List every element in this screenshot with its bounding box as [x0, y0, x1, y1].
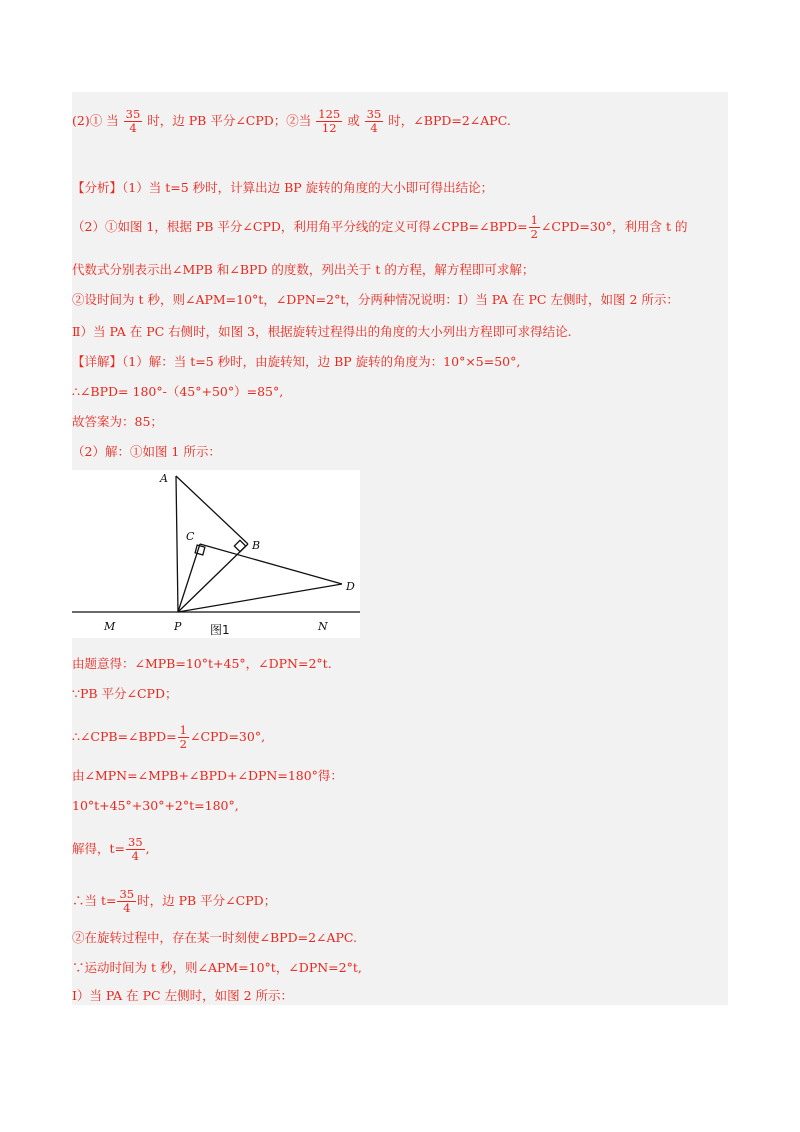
analysis-line-1: 【分析】（1）当 t=5 秒时，计算出边 BP 旋转的角度的大小即可得出结论；	[72, 180, 494, 195]
analysis-line-2: （2）①如图 1，根据 PB 平分∠CPD，利用角平分线的定义可得∠CPB=∠BPD= $\frac{1}{2}$ ∠CPD=30°，利用含 t 的	[72, 213, 688, 241]
fraction-t-result: $\frac{35}{4}$	[128, 835, 143, 863]
figure-svg	[72, 470, 360, 638]
solution-line-6: 解得，t= $\frac{35}{4}$ ,	[72, 835, 150, 863]
solution-line-10: Ⅰ）当 PA 在 PC 左侧时，如图 2 所示：	[72, 988, 293, 1003]
solution-line-2: ∵PB 平分∠CPD；	[72, 686, 178, 701]
solution-line-1: 由题意得：∠MPB=10°t+45°，∠DPN=2°t.	[72, 656, 332, 671]
fraction-half-2: $\frac{1}{2}$	[179, 723, 187, 751]
label-n: N	[318, 620, 328, 633]
right-angle-b	[234, 540, 245, 551]
fraction-t3: $\frac{35}{4}$	[366, 107, 382, 135]
detail-line-1: 【详解】（1）解：当 t=5 秒时，由旋转知，边 BP 旋转的角度为：10°×5=50°,	[72, 354, 521, 369]
fraction-t-result-2: $\frac{35}{4}$	[119, 887, 135, 915]
segment-cd	[200, 544, 342, 584]
solution-line-9: ∵运动时间为 t 秒，则∠APM=10°t，∠DPN=2°t,	[72, 960, 362, 975]
figure-caption: 图1	[210, 623, 230, 637]
analysis-line-5: Ⅱ）当 PA 在 PC 右侧时，如图 3，根据旋转过程得出的角度的大小列出方程即可求得结论.	[72, 324, 572, 339]
fraction-t2: $\frac{125}{12}$	[318, 107, 341, 135]
label-b: B	[252, 539, 261, 552]
label-p: P	[174, 620, 182, 633]
detail-line-3: 故答案为：85；	[72, 414, 163, 429]
fraction-half: $\frac{1}{2}$	[530, 213, 538, 241]
solution-line-4: 由∠MPN=∠MPB+∠BPD+∠DPN=180°得：	[72, 768, 343, 783]
label-d: D	[346, 580, 355, 593]
analysis-line-4: ②设时间为 t 秒，则∠APM=10°t，∠DPN=2°t，分两种情况说明：Ⅰ）当 PA 在 PC 左侧时，如图 2 所示：	[72, 292, 679, 307]
detail-line-4: （2）解：①如图 1 所示：	[72, 444, 221, 459]
detail-tag: 【详解】	[72, 354, 123, 369]
solution-line-7: ∴当 t= $\frac{35}{4}$ 时，边 PB 平分∠CPD；	[72, 887, 277, 915]
answer-part2: (2)① 当 $\frac{35}{4}$ 时，边 PB 平分∠CPD；②当 $\frac{125}{12}$ 或 $\frac{35}{4}$ 时，∠BPD=2∠APC.	[72, 107, 511, 135]
solution-line-3: ∴∠CPB=∠BPD= $\frac{1}{2}$ ∠CPD=30°,	[72, 723, 266, 751]
segment-pa	[176, 476, 178, 612]
solution-line-5: 10°t+45°+30°+2°t=180°,	[72, 798, 239, 813]
label-a: A	[160, 472, 168, 485]
label-m: M	[104, 620, 116, 633]
right-angle-c	[195, 545, 205, 555]
analysis-tag: 【分析】	[72, 180, 123, 195]
solution-line-8: ②在旋转过程中，存在某一时刻使∠BPD=2∠APC.	[72, 930, 358, 945]
detail-line-2: ∴∠BPD= 180°-（45°+50°）=85°,	[72, 384, 284, 399]
geometry-figure-1	[72, 470, 360, 638]
label-c: C	[186, 530, 195, 543]
fraction-t1: $\frac{35}{4}$	[125, 107, 141, 135]
analysis-line-3: 代数式分别表示出∠MPB 和∠BPD 的度数，列出关于 t 的方程，解方程即可求解；	[72, 262, 535, 277]
